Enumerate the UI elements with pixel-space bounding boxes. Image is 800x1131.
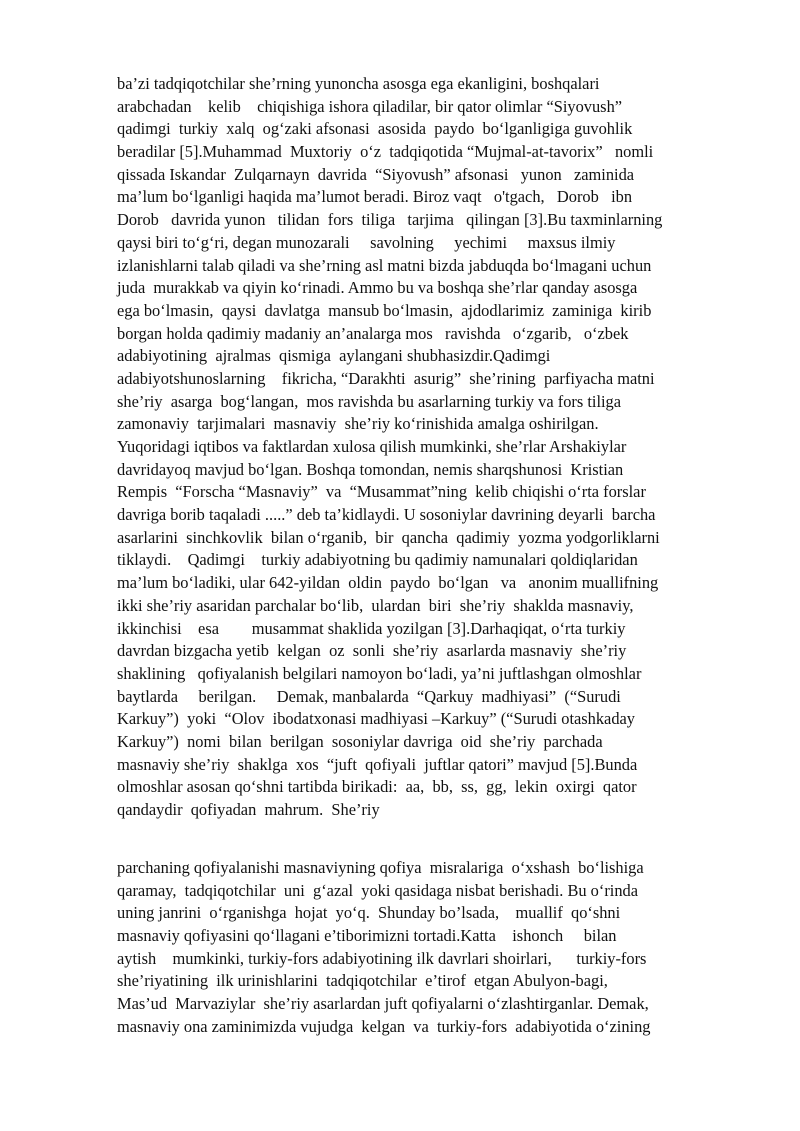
text-line: masnaviy she’riy shaklga xos “juft qofiyali juftlar qatori” mavjud [5].Bunda xyxy=(117,754,638,774)
text-line: adabiyotshunoslarning fikricha, “Darakhti asurig” she’rining parfiyacha matni xyxy=(117,368,655,388)
text-line: olmoshlar asosan qo‘shni tartibda birikadi: aa, bb, ss, gg, lekin oxirgi qator xyxy=(117,777,637,797)
body-paragraph xyxy=(117,73,747,822)
text-line: asarlarini sinchkovlik bilan o‘rganib, bir qancha qadimiy yozma yodgorliklarni xyxy=(117,527,660,547)
text-line: adabiyotining ajralmas qismiga aylangani shubhasizdir.Qadimgi xyxy=(117,346,551,366)
text-line: qaysi biri to‘g‘ri, degan munozarali savolning yechimi maxsus ilmiy xyxy=(117,232,616,252)
text-line: Yuqoridagi iqtibos va faktlardan xulosa qilish mumkinki, she’rlar Arshakiylar xyxy=(117,437,627,456)
text-line: aytish mumkinki, turkiy-fors adabiyotining ilk davrlari shoirlari, turkiy-fors xyxy=(117,948,647,968)
text-line: Mas’ud Marvaziylar she’riy asarlardan juft qofiyalarni o‘zlashtirganlar. Demak, xyxy=(117,994,649,1014)
text-line: she’riy asarga bog‘langan, mos ravishda bu asarlarning turkiy va fors tiliga xyxy=(117,391,622,411)
text-line: davridayoq mavjud bo‘lgan. Boshqa tomondan, nemis sharqshunosi Kristian xyxy=(117,459,624,479)
text-line: baytlarda berilgan. Demak, manbalarda “Qarkuy madhiyasi” (“Surudi xyxy=(117,686,621,706)
text-line: zamonaviy tarjimalari masnaviy she’riy ko‘rinishida amalga oshirilgan. xyxy=(117,414,599,434)
text-line: ikki she’riy asaridan parchalar bo‘lib, ulardan biri she’riy shaklda masnaviy, xyxy=(117,595,634,615)
text-line: shaklining qofiyalanish belgilari namoyon bo‘ladi, ya’ni juftlashgan olmoshlar xyxy=(117,663,642,683)
text-line: arabchadan kelib chiqishiga ishora qiladilar, bir qator olimlar “Siyovush” xyxy=(117,96,623,116)
text-line: davriga borib taqaladi .....” deb ta’kidlaydi. U sosoniylar davrining deyarli barcha xyxy=(117,505,656,525)
text-line: tiklaydi. Qadimgi turkiy adabiyotning bu qadimiy namunalari qoldiqlaridan xyxy=(117,550,638,570)
body-paragraph xyxy=(117,857,747,1039)
text-line: ba’zi tadqiqotchilar she’rning yunoncha asosga ega ekanligini, boshqalari xyxy=(117,74,600,93)
text-line: Dorob davrida yunon tilidan fors tiliga tarjima qilingan [3].Bu taxminlarning xyxy=(117,210,663,230)
text-line: Karkuy”) nomi bilan berilgan sosoniylar davriga oid she’riy parchada xyxy=(117,731,603,751)
text-line: juda murakkab va qiyin ko‘rinadi. Ammo bu va boshqa she’rlar qanday asosga xyxy=(117,278,638,298)
text-line: qissada Iskandar Zulqarnayn davrida “Siyovush” afsonasi yunon zaminida xyxy=(117,164,635,184)
text-line: Karkuy”) yoki “Olov ibodatxonasi madhiyasi –Karkuy” (“Surudi otashkaday xyxy=(117,709,636,729)
text-line: ma’lum bo‘ladiki, ular 642-yildan oldin paydo bo‘lgan va anonim muallifning xyxy=(117,573,659,593)
text-line: beradilar [5].Muhammad Muxtoriy o‘z tadqiqotida “Mujmal-at-tavorix” nomli xyxy=(117,142,654,162)
text-line: ikkinchisi esa musammat shaklida yozilgan [3].Darhaqiqat, o‘rta turkiy xyxy=(117,618,626,638)
text-line: qadimgi turkiy xalq og‘zaki afsonasi asosida paydo bo‘lganligiga guvohlik xyxy=(117,119,633,139)
text-line: borgan holda qadimiy madaniy an’analarga mos ravishda o‘zgarib, o‘zbek xyxy=(117,323,629,343)
text-line: davrdan bizgacha yetib kelgan oz sonli she’riy asarlarda masnaviy she’riy xyxy=(117,641,627,661)
text-line: ma’lum bo‘lganligi haqida ma’lumot beradi. Biroz vaqt o'tgach, Dorob ibn xyxy=(117,187,633,207)
text-line: she’riyatining ilk urinishlarini tadqiqotchilar e’tirof etgan Abulyon-bagi, xyxy=(117,971,608,991)
text-line: ega bo‘lmasin, qaysi davlatga mansub bo‘lmasin, ajdodlarimiz zaminiga kirib xyxy=(117,300,652,320)
text-line: izlanishlarni talab qiladi va she’rning asl matni bizda jabduqda bo‘lmagani uchun xyxy=(117,255,652,275)
text-line: qandaydir qofiyadan mahrum. She’riy xyxy=(117,800,380,819)
text-line: masnaviy ona zaminimizda vujudga kelgan va turkiy-fors adabiyotida o‘zining xyxy=(117,1016,651,1036)
text-line: parchaning qofiyalanishi masnaviyning qofiya misralariga o‘xshash bo‘lishiga xyxy=(117,858,644,877)
text-line: uning janrini o‘rganishga hojat yo‘q. Shunday bo’lsada, muallif qo‘shni xyxy=(117,903,621,923)
text-line: Rempis “Forscha “Masnaviy” va “Musammat”ning kelib chiqishi o‘rta forslar xyxy=(117,482,646,502)
text-line: masnaviy qofiyasini qo‘llagani e’tiborimizni tortadi.Katta ishonch bilan xyxy=(117,926,617,946)
text-line: qaramay, tadqiqotchilar uni g‘azal yoki qasidaga nisbat berishadi. Bu o‘rinda xyxy=(117,880,639,900)
